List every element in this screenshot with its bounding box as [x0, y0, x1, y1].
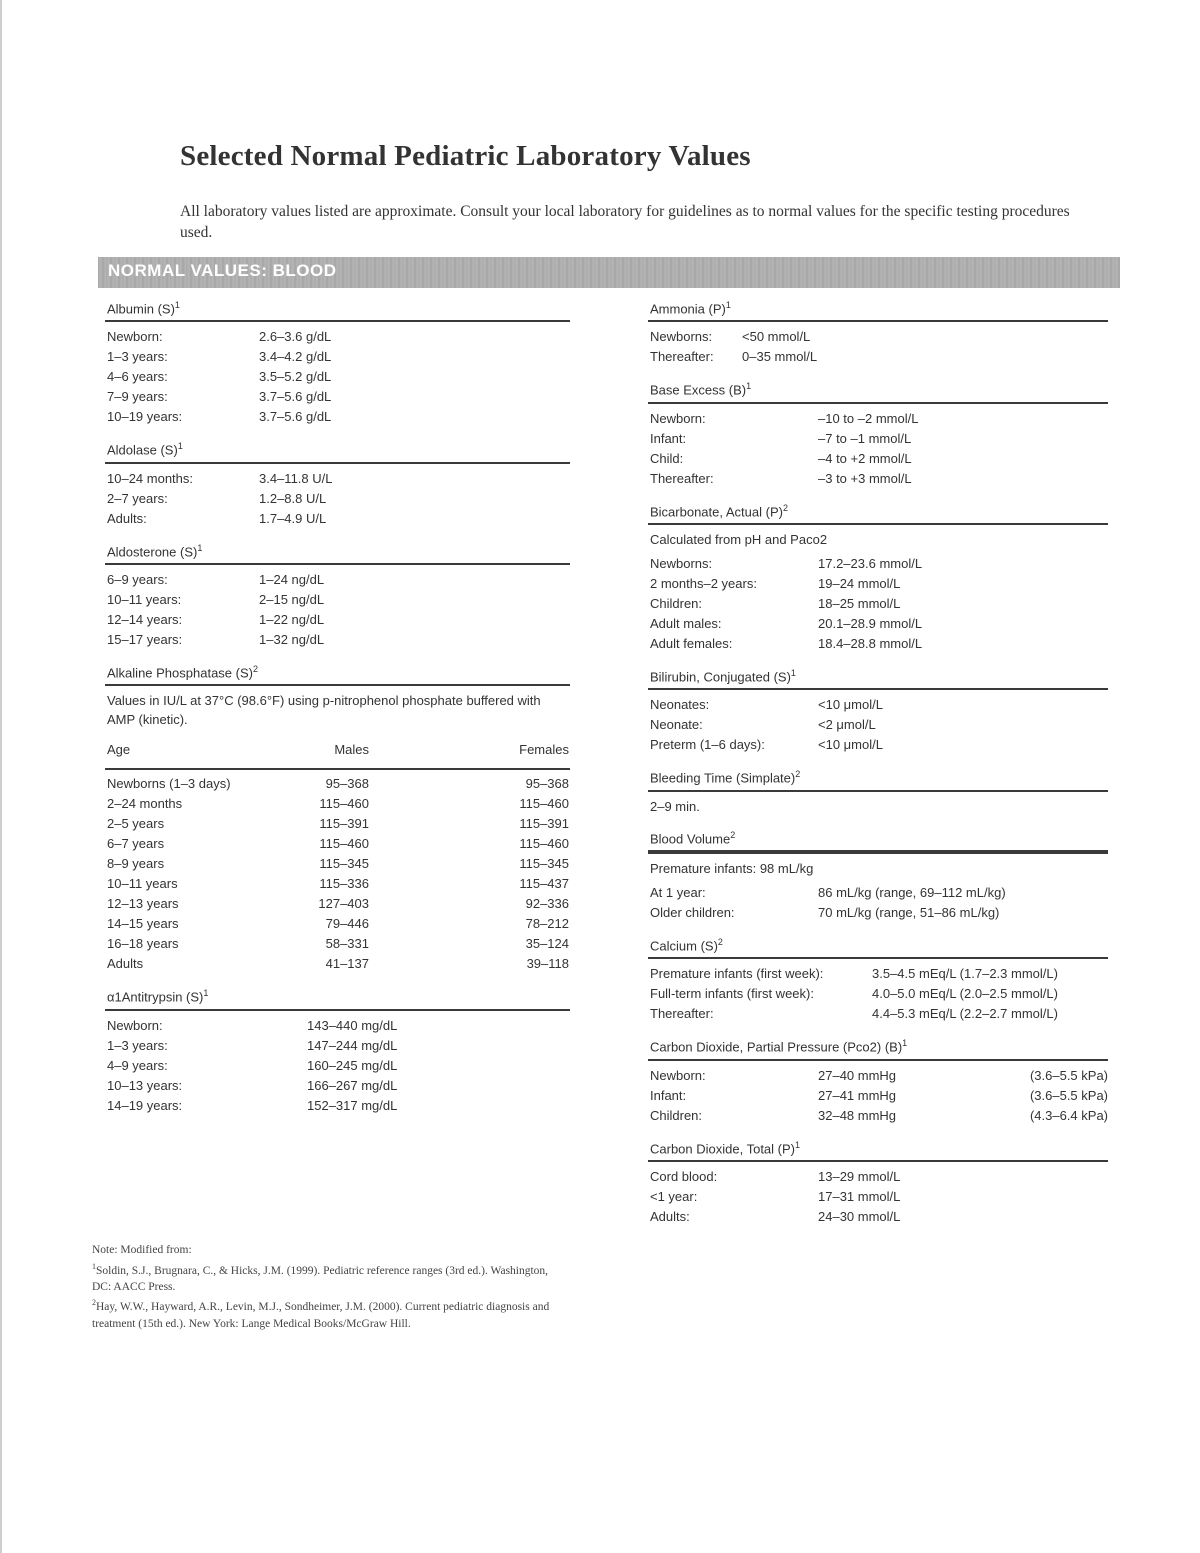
row-label: 10–11 years:: [107, 591, 182, 607]
row-label: Infant:: [650, 430, 687, 446]
value-rows: [105, 729, 570, 974]
row-value: 152–317 mg/dL: [307, 1097, 398, 1113]
row-label: Thereafter:: [650, 1006, 714, 1022]
row-value: 1–24 ng/dL: [259, 571, 325, 587]
right-column: [648, 300, 1108, 1241]
table-row: [648, 554, 1108, 574]
row-label: Full-term infants (first week):: [650, 986, 814, 1002]
row-label: <1 year:: [650, 1188, 698, 1204]
section-co2_partial: [648, 1038, 1108, 1125]
row-value: <10 μmol/L: [818, 737, 883, 753]
row-value: 166–267 mg/dL: [307, 1077, 398, 1093]
row-label: Preterm (1–6 days):: [650, 737, 765, 753]
table-row: [105, 814, 570, 834]
row-label: Older children:: [650, 904, 735, 920]
value-rows: [648, 322, 1108, 367]
row-label: 10–24 months:: [107, 470, 194, 486]
row-value-females: 35–124: [525, 936, 569, 952]
section-sup: 2: [782, 502, 788, 513]
table-row: [105, 610, 570, 630]
row-value: 86 mL/kg (range, 69–112 mL/kg): [818, 884, 1006, 900]
row-label: 4–9 years:: [107, 1057, 168, 1073]
section-note: Calculated from pH and Paco2: [650, 531, 828, 547]
row-label: 6–7 years: [107, 836, 165, 852]
table-header-row: [105, 740, 570, 770]
section-title-bicarbonate: Bicarbonate, Actual $(P)^2$: [648, 503, 1108, 525]
table-row: [105, 489, 570, 509]
section-albumin: [105, 300, 570, 427]
row-value: 0–35 mmol/L: [742, 349, 818, 365]
row-value: <10 μmol/L: [818, 697, 883, 713]
row-value: 1–32 ng/dL: [259, 631, 325, 647]
section-title-antitrypsin: α1Antitrypsin $(S)^1$: [105, 988, 570, 1010]
row-value-si: (3.6–5.5 kPa): [1029, 1087, 1108, 1103]
table-row: [105, 469, 570, 489]
section-title-base_excess: Base Excess $(B)^1$: [648, 381, 1108, 403]
row-value: –3 to +3 mmol/L: [818, 470, 912, 486]
row-label: 10–19 years:: [107, 409, 183, 425]
section-ammonia: [648, 300, 1108, 367]
section-sup: 1: [790, 667, 796, 678]
row-value: 27–40 mmHg: [818, 1067, 897, 1083]
row-value: 70 mL/kg (range, 51–86 mL/kg): [818, 904, 1000, 920]
row-label: 1–3 years:: [107, 349, 168, 365]
row-label: Children:: [650, 595, 703, 611]
table-row: [648, 327, 1108, 347]
row-value: –4 to +2 mmol/L: [818, 450, 912, 466]
row-value: 3.5–5.2 g/dL: [259, 369, 332, 385]
table-row: [105, 387, 570, 407]
row-value-females: 78–212: [525, 916, 569, 932]
table-row: [648, 1207, 1108, 1227]
row-value: –7 to –1 mmol/L: [818, 430, 912, 446]
row-label: Newborn:: [650, 410, 706, 426]
row-value: 1–22 ng/dL: [259, 611, 325, 627]
table-row: [105, 894, 570, 914]
row-value: 24–30 mmol/L: [818, 1208, 901, 1224]
row-value-males: 41–137: [325, 956, 369, 972]
header-males: Males: [334, 742, 369, 758]
row-label: Child:: [650, 450, 684, 466]
row-label: 12–14 years:: [107, 611, 183, 627]
section-title-bleeding: Bleeding Time (Simplate)$^2$: [648, 769, 1108, 791]
row-value: 27–41 mmHg: [818, 1087, 897, 1103]
table-row: [648, 1086, 1108, 1106]
table-row: [105, 590, 570, 610]
row-label: 1–3 years:: [107, 1037, 168, 1053]
row-value-males: 95–368: [325, 776, 369, 792]
row-label: 4–6 years:: [107, 369, 168, 385]
section-banner: [98, 257, 1120, 288]
row-label: 8–9 years: [107, 856, 165, 872]
row-value-females: 115–460: [519, 796, 569, 812]
table-row: [105, 1016, 570, 1036]
row-label: 7–9 years:: [107, 389, 168, 405]
scan-margin: [0, 0, 2, 1553]
table-row: [105, 570, 570, 590]
footnote-ref-2: $^2$Hay, W.W., Hayward, A.R., Levin, M.J., Sondheimer, J.M. (2000). Current pediatric diagnosis and treatment (15th ed.). New York: Lange Medical Books/McGraw Hill.: [92, 1298, 550, 1330]
row-value: 160–245 mg/dL: [307, 1057, 398, 1073]
table-row: [648, 429, 1108, 449]
row-label: Adult males:: [650, 615, 722, 631]
table-row: [105, 794, 570, 814]
section-calcium: [648, 937, 1108, 1024]
row-label: Adults: [107, 956, 144, 972]
section-bleeding: [648, 769, 1108, 815]
row-label: Newborn:: [107, 329, 163, 345]
section-sup: 1: [174, 300, 180, 310]
row-value-si: (4.3–6.4 kPa): [1029, 1107, 1108, 1123]
row-value: 18.4–28.8 mmol/L: [818, 635, 923, 651]
row-value-males: 115–345: [319, 856, 369, 872]
section-sup: 2: [717, 936, 723, 947]
section-title-aldolase: Aldolase $(S)^1$: [105, 441, 570, 463]
row-value-males: 127–403: [318, 896, 369, 912]
value-rows: [648, 690, 1108, 755]
table-row: [105, 834, 570, 854]
row-value: 2.6–3.6 g/dL: [259, 329, 332, 345]
row-value: 2–15 ng/dL: [259, 591, 325, 607]
section-title-calcium: Calcium $(S)^2$: [648, 937, 1108, 959]
table-row: [648, 449, 1108, 469]
table-row: [648, 964, 1108, 984]
section-base_excess: [648, 381, 1108, 488]
row-label: 2–24 months: [107, 796, 183, 812]
value-rows: [105, 565, 570, 650]
row-label: 2 months–2 years:: [650, 575, 757, 591]
section-bilirubin: [648, 668, 1108, 755]
row-value: 4.4–5.3 mEq/L (2.2–2.7 mmol/L): [872, 1006, 1058, 1022]
section-note: Premature infants: 98 mL/kg: [648, 852, 1108, 878]
row-label: Newborns:: [650, 555, 713, 571]
section-title-alkphos: Alkaline Phosphatase $(S)^2$: [105, 664, 570, 686]
section-sup: 2: [730, 829, 736, 840]
section-title-aldosterone: Aldosterone $(S)^1$: [105, 543, 570, 565]
row-value: 4.0–5.0 mEq/L (2.0–2.5 mmol/L): [872, 986, 1058, 1002]
table-row: [648, 883, 1108, 903]
row-value: 13–29 mmol/L: [818, 1168, 901, 1184]
table-row: [105, 1076, 570, 1096]
footnote-ref-1: $^1$Soldin, S.J., Brugnara, C., & Hicks, J.M. (1999). Pediatric reference ranges (3rd ed.). Washington, DC: AACC Press.: [92, 1261, 549, 1293]
table-row: [648, 574, 1108, 594]
table-row: [648, 1106, 1108, 1126]
value-rows: [648, 1162, 1108, 1227]
table-row: [648, 409, 1108, 429]
table-row: [105, 367, 570, 387]
row-label: 14–15 years: [107, 916, 179, 932]
row-value: 20.1–28.9 mmol/L: [818, 615, 923, 631]
section-sup: 1: [203, 988, 209, 999]
table-row: [105, 934, 570, 954]
row-label: 2–5 years: [107, 816, 165, 832]
row-value-females: 115–345: [519, 856, 569, 872]
table-row: [105, 854, 570, 874]
page-title: Selected Normal Pediatric Laboratory Values: [180, 140, 751, 172]
section-sup: 1: [795, 1139, 801, 1150]
table-row: [648, 1004, 1108, 1024]
section-sup: 2: [795, 769, 801, 780]
table-row: [105, 509, 570, 529]
row-value: 3.7–5.6 g/dL: [259, 389, 332, 405]
row-label: Neonate:: [650, 717, 703, 733]
section-title-albumin: Albumin $(S)^1$: [105, 300, 570, 322]
table-row: [648, 1167, 1108, 1187]
row-value-si: (3.6–5.5 kPa): [1029, 1067, 1108, 1083]
value-rows: [648, 1061, 1108, 1126]
row-value: –10 to –2 mmol/L: [818, 410, 919, 426]
row-value: 3.4–11.8 U/L: [259, 470, 333, 486]
section-note: 2–9 min.: [650, 798, 700, 814]
row-label: Premature infants (first week):: [650, 966, 824, 982]
value-rows: [648, 549, 1108, 654]
table-row: [105, 954, 570, 974]
row-value: 3.5–4.5 mEq/L (1.7–2.3 mmol/L): [872, 966, 1058, 982]
intro-text: All laboratory values listed are approximate. Consult your local laboratory for guidelines as to normal values for the specific testing procedures used.: [180, 203, 1070, 241]
table-row: [105, 914, 570, 934]
row-value-males: 115–391: [319, 816, 369, 832]
row-label: Newborns (1–3 days): [107, 776, 231, 792]
row-label: 6–9 years:: [107, 571, 168, 587]
value-rows: [648, 878, 1108, 923]
section-antitrypsin: [105, 988, 570, 1115]
row-value-males: 58–331: [325, 936, 369, 952]
row-value: 3.7–5.6 g/dL: [259, 409, 332, 425]
table-row: [648, 469, 1108, 489]
table-row: [648, 347, 1108, 367]
table-row: [648, 594, 1108, 614]
row-label: Neonates:: [650, 697, 710, 713]
value-rows: [105, 464, 570, 529]
row-value: 1.2–8.8 U/L: [259, 490, 327, 506]
section-co2_total: [648, 1140, 1108, 1227]
row-label: Thereafter:: [650, 470, 714, 486]
table-row: [105, 1096, 570, 1116]
table-row: [648, 903, 1108, 923]
row-label: 12–13 years: [107, 896, 179, 912]
row-value-males: 79–446: [325, 916, 369, 932]
value-rows: [105, 1011, 570, 1116]
section-title-blood_volume: Blood Volume$^2$: [648, 830, 1108, 852]
row-value-males: 115–336: [319, 876, 369, 892]
value-rows: [648, 959, 1108, 1024]
header-females: Females: [519, 742, 569, 758]
row-value-males: 115–460: [319, 836, 369, 852]
row-value-females: 115–460: [519, 836, 569, 852]
table-row: [648, 1187, 1108, 1207]
table-row: [648, 614, 1108, 634]
table-row: [105, 630, 570, 650]
row-value-females: 95–368: [525, 776, 569, 792]
section-aldolase: [105, 441, 570, 528]
table-row: [648, 715, 1108, 735]
table-row: [648, 984, 1108, 1004]
row-label: Newborns:: [650, 329, 713, 345]
row-label: At 1 year:: [650, 884, 706, 900]
section-sup: 1: [725, 300, 731, 310]
section-sup: 1: [746, 381, 752, 392]
row-value: <2 μmol/L: [818, 717, 876, 733]
row-label: Adults:: [107, 510, 147, 526]
footnote-lead: Note: Modified from:: [92, 1244, 192, 1256]
table-row: [648, 1066, 1108, 1086]
row-value-females: 39–118: [526, 956, 569, 972]
table-row: [648, 695, 1108, 715]
section-blood_volume: [648, 830, 1108, 923]
header-age: Age: [107, 742, 131, 758]
row-value: 3.4–4.2 g/dL: [259, 349, 332, 365]
row-value-males: 115–460: [319, 796, 369, 812]
row-label: Infant:: [650, 1087, 687, 1103]
table-row: [105, 407, 570, 427]
value-rows: [105, 322, 570, 427]
row-label: Newborn:: [107, 1017, 163, 1033]
table-row: [105, 1056, 570, 1076]
section-sup: 1: [177, 441, 183, 452]
row-value: 32–48 mmHg: [818, 1107, 897, 1123]
row-label: Cord blood:: [650, 1168, 718, 1184]
row-label: Newborn:: [650, 1067, 706, 1083]
row-label: 15–17 years:: [107, 631, 183, 647]
section-bicarbonate: [648, 503, 1108, 654]
value-rows: [648, 404, 1108, 489]
row-label: 10–13 years:: [107, 1077, 183, 1093]
section-aldosterone: [105, 543, 570, 650]
table-row: [105, 774, 570, 794]
row-label: Adults:: [650, 1208, 690, 1224]
row-label: 16–18 years: [107, 936, 179, 952]
section-title-bilirubin: Bilirubin, Conjugated $(S)^1$: [648, 668, 1108, 690]
table-row: [105, 1036, 570, 1056]
section-alkphos: [105, 664, 570, 974]
row-label: 14–19 years:: [107, 1097, 183, 1113]
row-label: Adult females:: [650, 635, 733, 651]
section-banner-label: NORMAL VALUES: BLOOD: [108, 261, 337, 280]
section-sup: 1: [197, 542, 203, 553]
section-title-co2_partial: Carbon Dioxide, Partial Pressure (Pco2) $(B)^1$: [648, 1038, 1108, 1060]
section-title-co2_total: Carbon Dioxide, Total $(P)^1$: [648, 1140, 1108, 1162]
table-row: [105, 874, 570, 894]
section-sup: 1: [902, 1038, 908, 1049]
row-value: 18–25 mmol/L: [818, 595, 901, 611]
row-value-females: 115–437: [519, 876, 569, 892]
row-value: 1.7–4.9 U/L: [259, 510, 327, 526]
table-row: [105, 327, 570, 347]
row-value: 147–244 mg/dL: [307, 1037, 398, 1053]
row-label: Children:: [650, 1107, 703, 1123]
row-value: 143–440 mg/dL: [307, 1017, 398, 1033]
left-column: [105, 300, 570, 1130]
section-note: Values in IU/L at 37°C (98.6°F) using p-nitrophenol phosphate buffered with AMP (kinetic).: [107, 693, 541, 728]
section-title-ammonia: Ammonia $(P)^1$: [648, 300, 1108, 322]
table-row: [648, 735, 1108, 755]
row-value: 17.2–23.6 mmol/L: [818, 555, 923, 571]
row-value-females: 115–391: [519, 816, 569, 832]
row-value: <50 mmol/L: [742, 329, 811, 345]
row-value: 17–31 mmol/L: [818, 1188, 901, 1204]
table-row: [105, 347, 570, 367]
row-label: 2–7 years:: [107, 490, 168, 506]
row-label: Thereafter:: [650, 349, 714, 365]
row-value-females: 92–336: [525, 896, 569, 912]
table-row: [648, 634, 1108, 654]
row-label: 10–11 years: [107, 876, 178, 892]
section-sup: 2: [252, 663, 258, 674]
footnote: [92, 1242, 552, 1332]
row-value: 19–24 mmol/L: [818, 575, 901, 591]
